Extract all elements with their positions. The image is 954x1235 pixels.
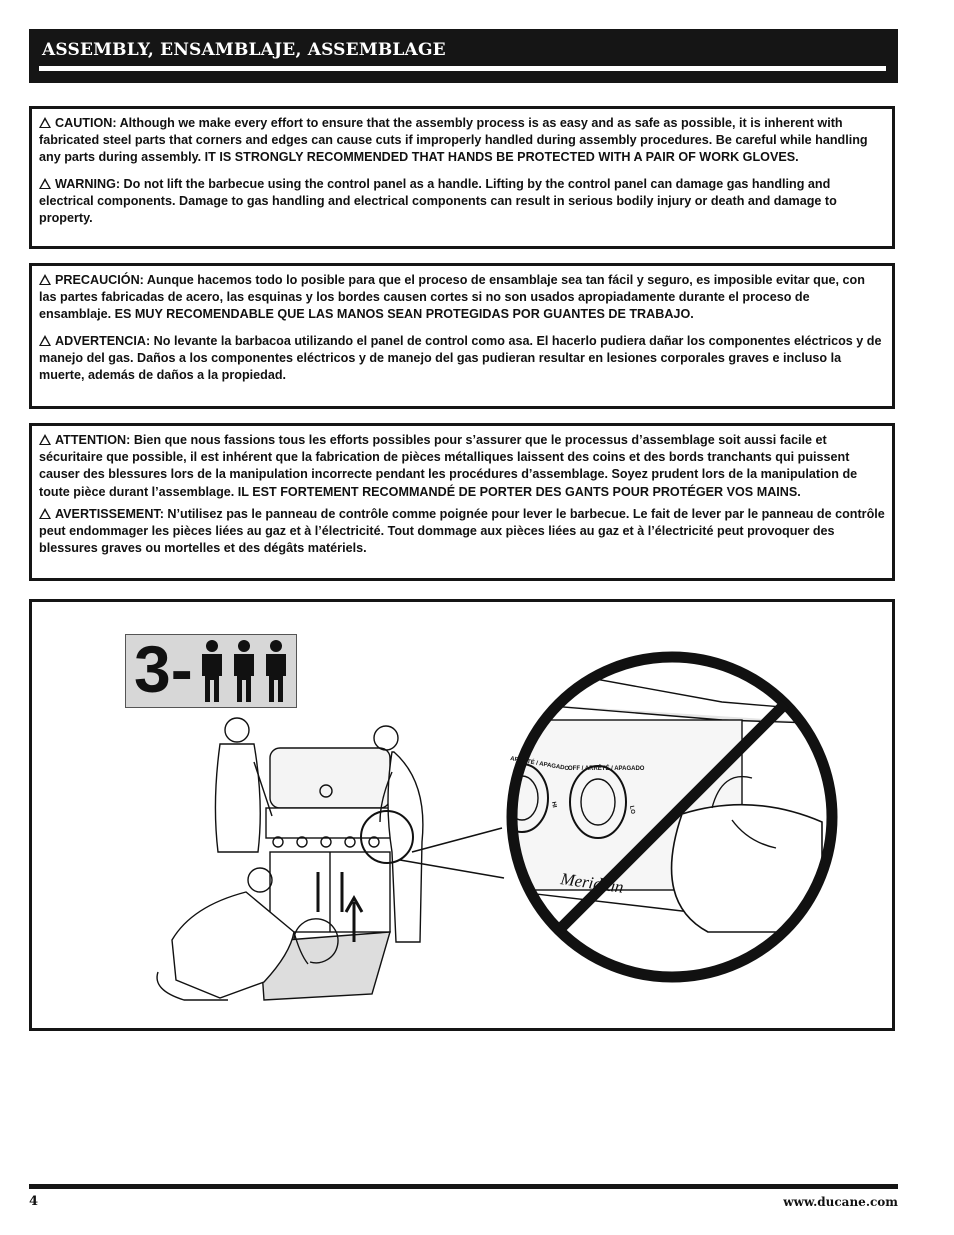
warning-triangle-icon bbox=[39, 178, 51, 189]
english-caution-paragraph bbox=[39, 115, 885, 167]
english-warning-paragraph bbox=[39, 176, 885, 228]
french-caution-text: ATTENTION: Bien que nous fassions tous les efforts possibles pour s’assurer que le processus d’assemblage soit aussi facile et sécuritaire que possible, il est inhérent que la fabrication de pièces métalliques laissent des coins et des bords tranchants qui puissent causer des blessures lors de la manipulation incorrecte pendant les procédures d’assemblage. Soyez prudent lors de la manipulation de toute pièce durant l’assemblage. IL EST FORTEMENT RECOMMANDÉ DE PORTER DES GANTS POUR PROTÉGER VOS MAINS. bbox=[39, 433, 858, 499]
brand-logo: Meridian bbox=[559, 869, 625, 897]
header-rule bbox=[39, 66, 886, 71]
french-warning-text: AVERTISSEMENT: N’utilisez pas le panneau de contrôle comme poignée pour lever le barbecue. Le fait de lever par le panneau de contrôle peut endommager les pièces liées au gaz et à l’électricité. Tout dommage aux pièces liées au gaz et à l’électricité peut provoquer des blessures graves ou mortelles et des dégâts matériels. bbox=[39, 506, 885, 556]
people-count: 3- bbox=[134, 632, 193, 706]
person-standing-left bbox=[215, 718, 272, 852]
spanish-caution-text: PRECAUCIÓN: Aunque hacemos todo lo posible para que el proceso de ensamblaje sea tan fácil y seguro, es imposible evitar que, con las partes fabricadas de acero, las esquinas y los bordes causen cortes si no son usados apropiadamente durante el proceso de ensamblaje. ES MUY RECOMENDABLE QUE LAS MANOS SEAN PROTEGIDAS POR GUANTES DE TRABAJO. bbox=[39, 273, 865, 322]
page-number: 4 bbox=[29, 1194, 39, 1209]
section-header bbox=[29, 29, 898, 83]
spanish-warning-paragraph bbox=[39, 333, 885, 385]
knob-label-right: OFF / ARRÊTÉ / APAGADO bbox=[568, 766, 645, 772]
section-title: ASSEMBLY, ENSAMBLAJE, ASSEMBLAGE bbox=[42, 40, 446, 60]
grill-lift-drawing bbox=[32, 602, 892, 1028]
warning-triangle-icon bbox=[39, 434, 51, 445]
assembly-illustration-frame bbox=[29, 599, 895, 1031]
french-warning-paragraph bbox=[39, 506, 885, 558]
spanish-warning-text: ADVERTENCIA: No levante la barbacoa utilizando el panel de control como asa. El hacerlo pudiera dañar los componentes eléctricos y de manejo del gas. Daños a los componentes eléctricos y de manejo del gas pudieran resultar en lesiones corporales graves e incluso la muerte, además de daños a la propiedad. bbox=[39, 333, 882, 383]
english-caution-text: CAUTION: Although we make every effort to ensure that the assembly process is as easy and as safe as possible, it is inherent with fabricated steel parts that corners and edges can cause cuts if improperly handled during assembly procedures. Be careful while handling any parts during assembly. IT IS STRONGLY RECOMMENDED THAT HANDS BE PROTECTED WITH A PAIR OF WORK GLOVES. bbox=[39, 116, 868, 165]
website-link[interactable]: www.ducane.com bbox=[783, 1195, 898, 1209]
knob-side-label-right: LO bbox=[628, 805, 636, 815]
spanish-warning-box bbox=[29, 263, 895, 409]
footer-rule bbox=[29, 1184, 898, 1189]
english-warning-box bbox=[29, 106, 895, 249]
french-caution-paragraph bbox=[39, 432, 885, 501]
warning-triangle-icon bbox=[39, 274, 51, 285]
warning-triangle-icon bbox=[39, 117, 51, 128]
spanish-caution-paragraph bbox=[39, 272, 885, 324]
knob-label-left: ARRÊTÉ / APAGADO bbox=[509, 756, 570, 773]
warning-triangle-icon bbox=[39, 508, 51, 519]
knob-side-label-left: HI bbox=[550, 801, 557, 809]
warning-triangle-icon bbox=[39, 335, 51, 346]
english-warning-text: WARNING: Do not lift the barbecue using the control panel as a handle. Lifting by the control panel can damage gas handling and electrical components. Damage to gas handling and electrical components can result in serious bodily injury or death and damage to property. bbox=[39, 176, 837, 226]
french-warning-box bbox=[29, 423, 895, 581]
